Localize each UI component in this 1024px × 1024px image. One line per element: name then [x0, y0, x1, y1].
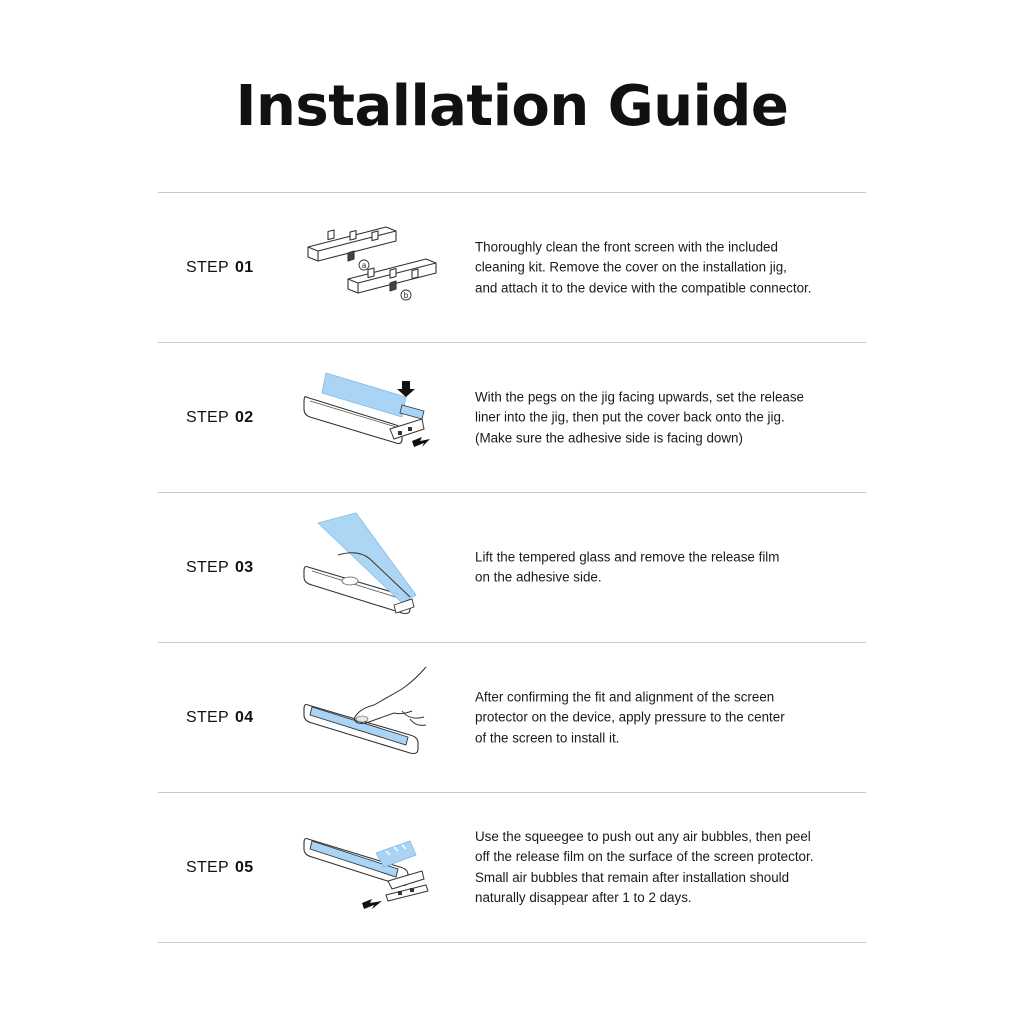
desc-line: After confirming the fit and alignment of the screen [475, 688, 775, 704]
step-number: 04 [235, 708, 254, 726]
desc-line: protector on the device, apply pressure to the center [475, 709, 785, 725]
desc-line: Small air bubbles that remain after installation should [475, 869, 790, 885]
desc-line: and attach it to the device with the compatible connector. [475, 279, 812, 295]
step-word: STEP [186, 708, 229, 726]
step-row-03 [158, 493, 866, 643]
step-number: 03 [235, 558, 254, 576]
step-number: 02 [235, 408, 254, 426]
step-description-01 [475, 237, 855, 299]
step-word: STEP [186, 558, 229, 576]
step-word: STEP [186, 408, 229, 426]
step-description-05 [475, 827, 855, 909]
step-description-02 [475, 387, 855, 449]
desc-line: cleaning kit. Remove the cover on the installation jig, [475, 259, 787, 275]
squeegee-peel-icon [298, 809, 448, 927]
tempered-glass-icon [298, 509, 448, 627]
tempered-glass-illustration [298, 509, 448, 627]
desc-line: off the release film on the surface of the screen protector. [475, 849, 814, 864]
desc-line: liner into the jig, then put the cover back onto the jig. [475, 409, 785, 425]
step-description-04 [475, 687, 855, 749]
step-label-03 [186, 559, 253, 577]
page-title: Installation Guide [235, 74, 789, 139]
finger-press-icon [298, 659, 448, 777]
desc-line: (Make sure the adhesive side is facing down) [475, 429, 743, 445]
step-label-02 [186, 409, 253, 427]
step-label-05 [186, 859, 253, 877]
desc-line: on the adhesive side. [475, 569, 602, 585]
installation-jig-illustration [298, 209, 448, 327]
squeegee-peel-illustration [298, 809, 448, 927]
step-number: 01 [235, 258, 254, 276]
step-row-01 [158, 193, 866, 343]
step-word: STEP [186, 258, 229, 276]
desc-line: Use the squeegee to push out any air bubbles, then peel [475, 828, 811, 844]
step-description-03 [475, 547, 855, 588]
desc-line: Thoroughly clean the front screen with the included [475, 238, 778, 254]
step-label-01 [186, 259, 253, 277]
step-row-04 [158, 643, 866, 793]
desc-line: Lift the tempered glass and remove the release film [475, 549, 780, 564]
desc-line: of the screen to install it. [475, 729, 620, 745]
release-liner-jig-icon [298, 359, 448, 477]
desc-line: naturally disappear after 1 to 2 days. [475, 890, 692, 905]
release-liner-illustration [298, 359, 448, 477]
press-center-illustration [298, 659, 448, 777]
step-row-02 [158, 343, 866, 493]
steps-list [158, 192, 866, 943]
step-word: STEP [186, 858, 229, 876]
callout-b: b [403, 290, 409, 300]
step-label-04 [186, 709, 253, 727]
jig-pieces-icon [298, 209, 448, 327]
step-number: 05 [235, 858, 254, 876]
desc-line: With the pegs on the jig facing upwards, set the release [475, 388, 805, 404]
callout-a: a [361, 260, 367, 270]
step-row-05 [158, 793, 866, 943]
